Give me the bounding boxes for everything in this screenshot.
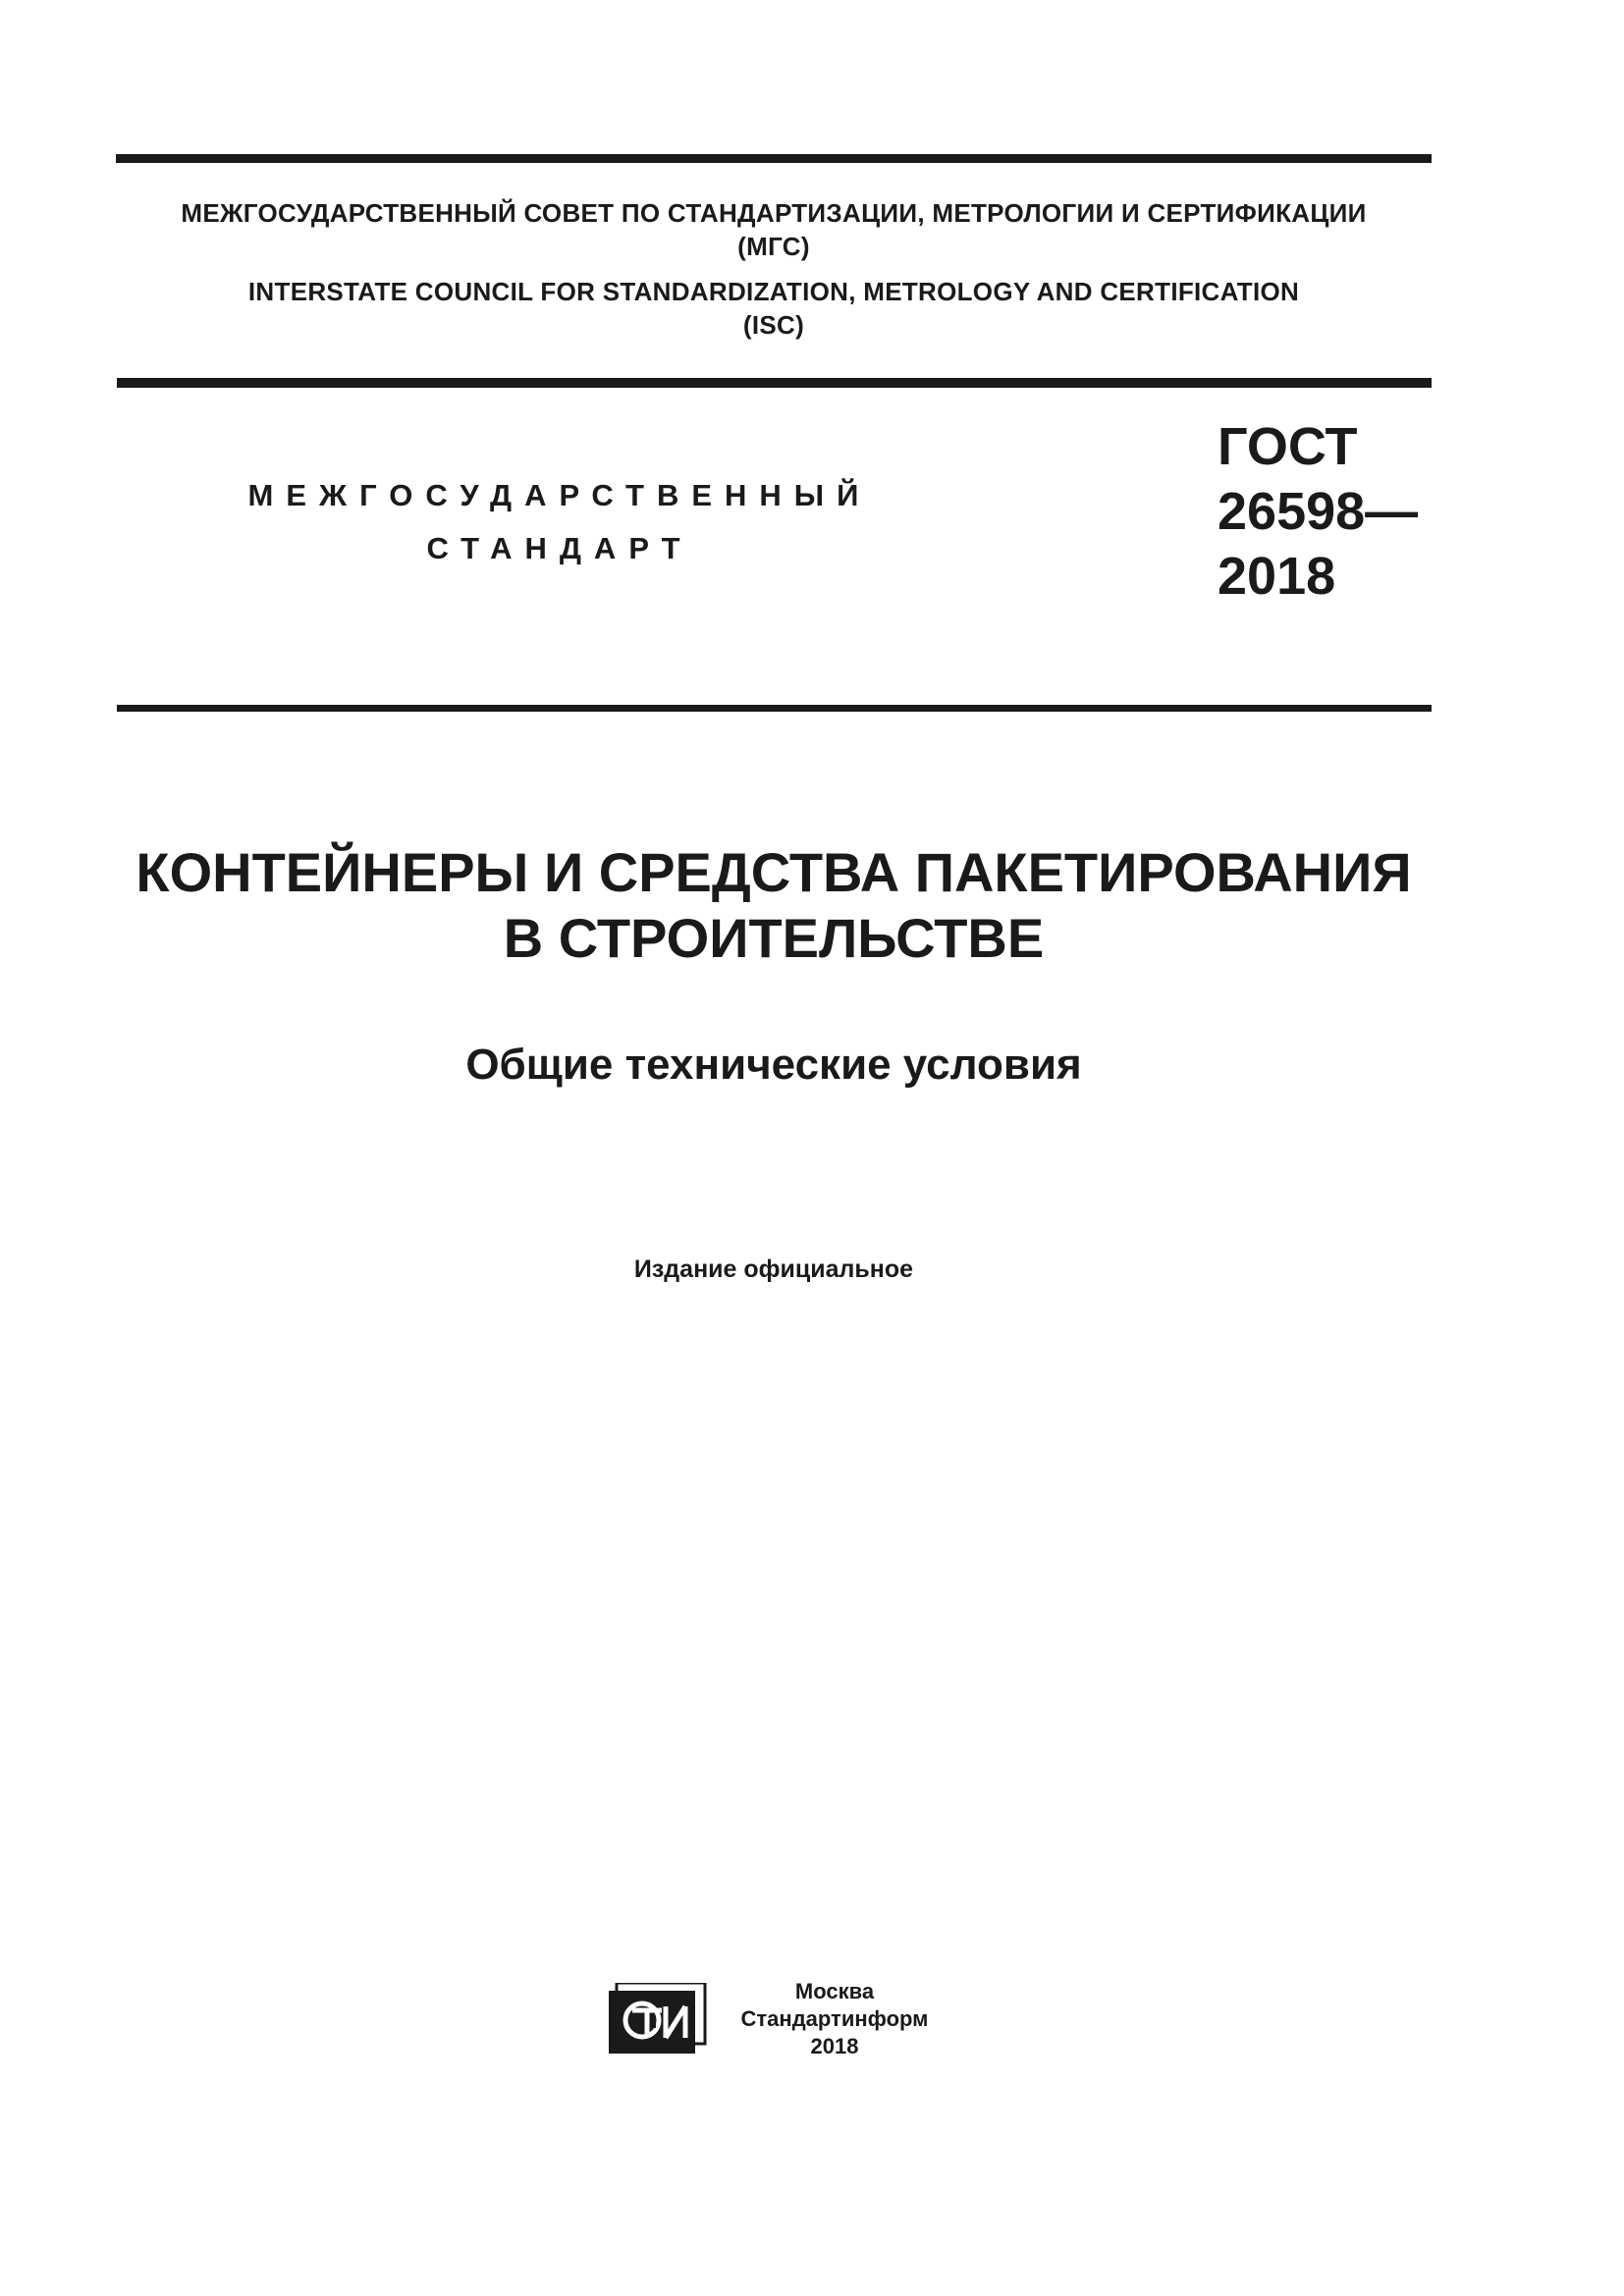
standartinform-logo-icon — [609, 1983, 707, 2056]
council-abbr-ru: (МГС) — [737, 232, 810, 261]
standard-type-line1: МЕЖГОСУДАРСТВЕННЫЙ — [247, 478, 872, 512]
council-name-ru-text: МЕЖГОСУДАРСТВЕННЫЙ СОВЕТ ПО СТАНДАРТИЗАЦИИ, МЕТРОЛОГИИ И СЕРТИФИКАЦИИ — [181, 198, 1367, 228]
header-bottom-rule — [117, 705, 1432, 712]
publisher-block — [727, 1978, 943, 2060]
document-subtitle: Общие технические условия — [465, 1041, 1082, 1089]
standard-type — [245, 469, 874, 575]
gost-prefix: ГОСТ — [1218, 417, 1358, 476]
gost-number: 26598— — [1218, 482, 1419, 541]
document-title — [116, 839, 1432, 971]
document-title-line1: КОНТЕЙНЕРЫ И СРЕДСТВА ПАКЕТИРОВАНИЯ — [135, 841, 1412, 903]
edition-note: Издание официальное — [633, 1255, 914, 1283]
header-middle-rule — [117, 378, 1432, 388]
header-top-rule — [116, 154, 1432, 163]
gost-year: 2018 — [1218, 547, 1336, 606]
publisher-name: Стандартинформ — [740, 2006, 929, 2031]
standard-type-line2: СТАНДАРТ — [426, 531, 693, 565]
council-name-en — [116, 275, 1432, 342]
council-abbr-en: (ISC) — [742, 310, 805, 340]
gost-designation — [1218, 414, 1418, 609]
council-name-ru — [116, 196, 1432, 263]
council-name-en-text: INTERSTATE COUNCIL FOR STANDARDIZATION, METROLOGY AND CERTIFICATION — [247, 277, 1300, 306]
publisher-year: 2018 — [810, 2034, 859, 2058]
document-title-line2: В СТРОИТЕЛЬСТВЕ — [503, 907, 1045, 969]
publisher-city: Москва — [794, 1979, 875, 2003]
